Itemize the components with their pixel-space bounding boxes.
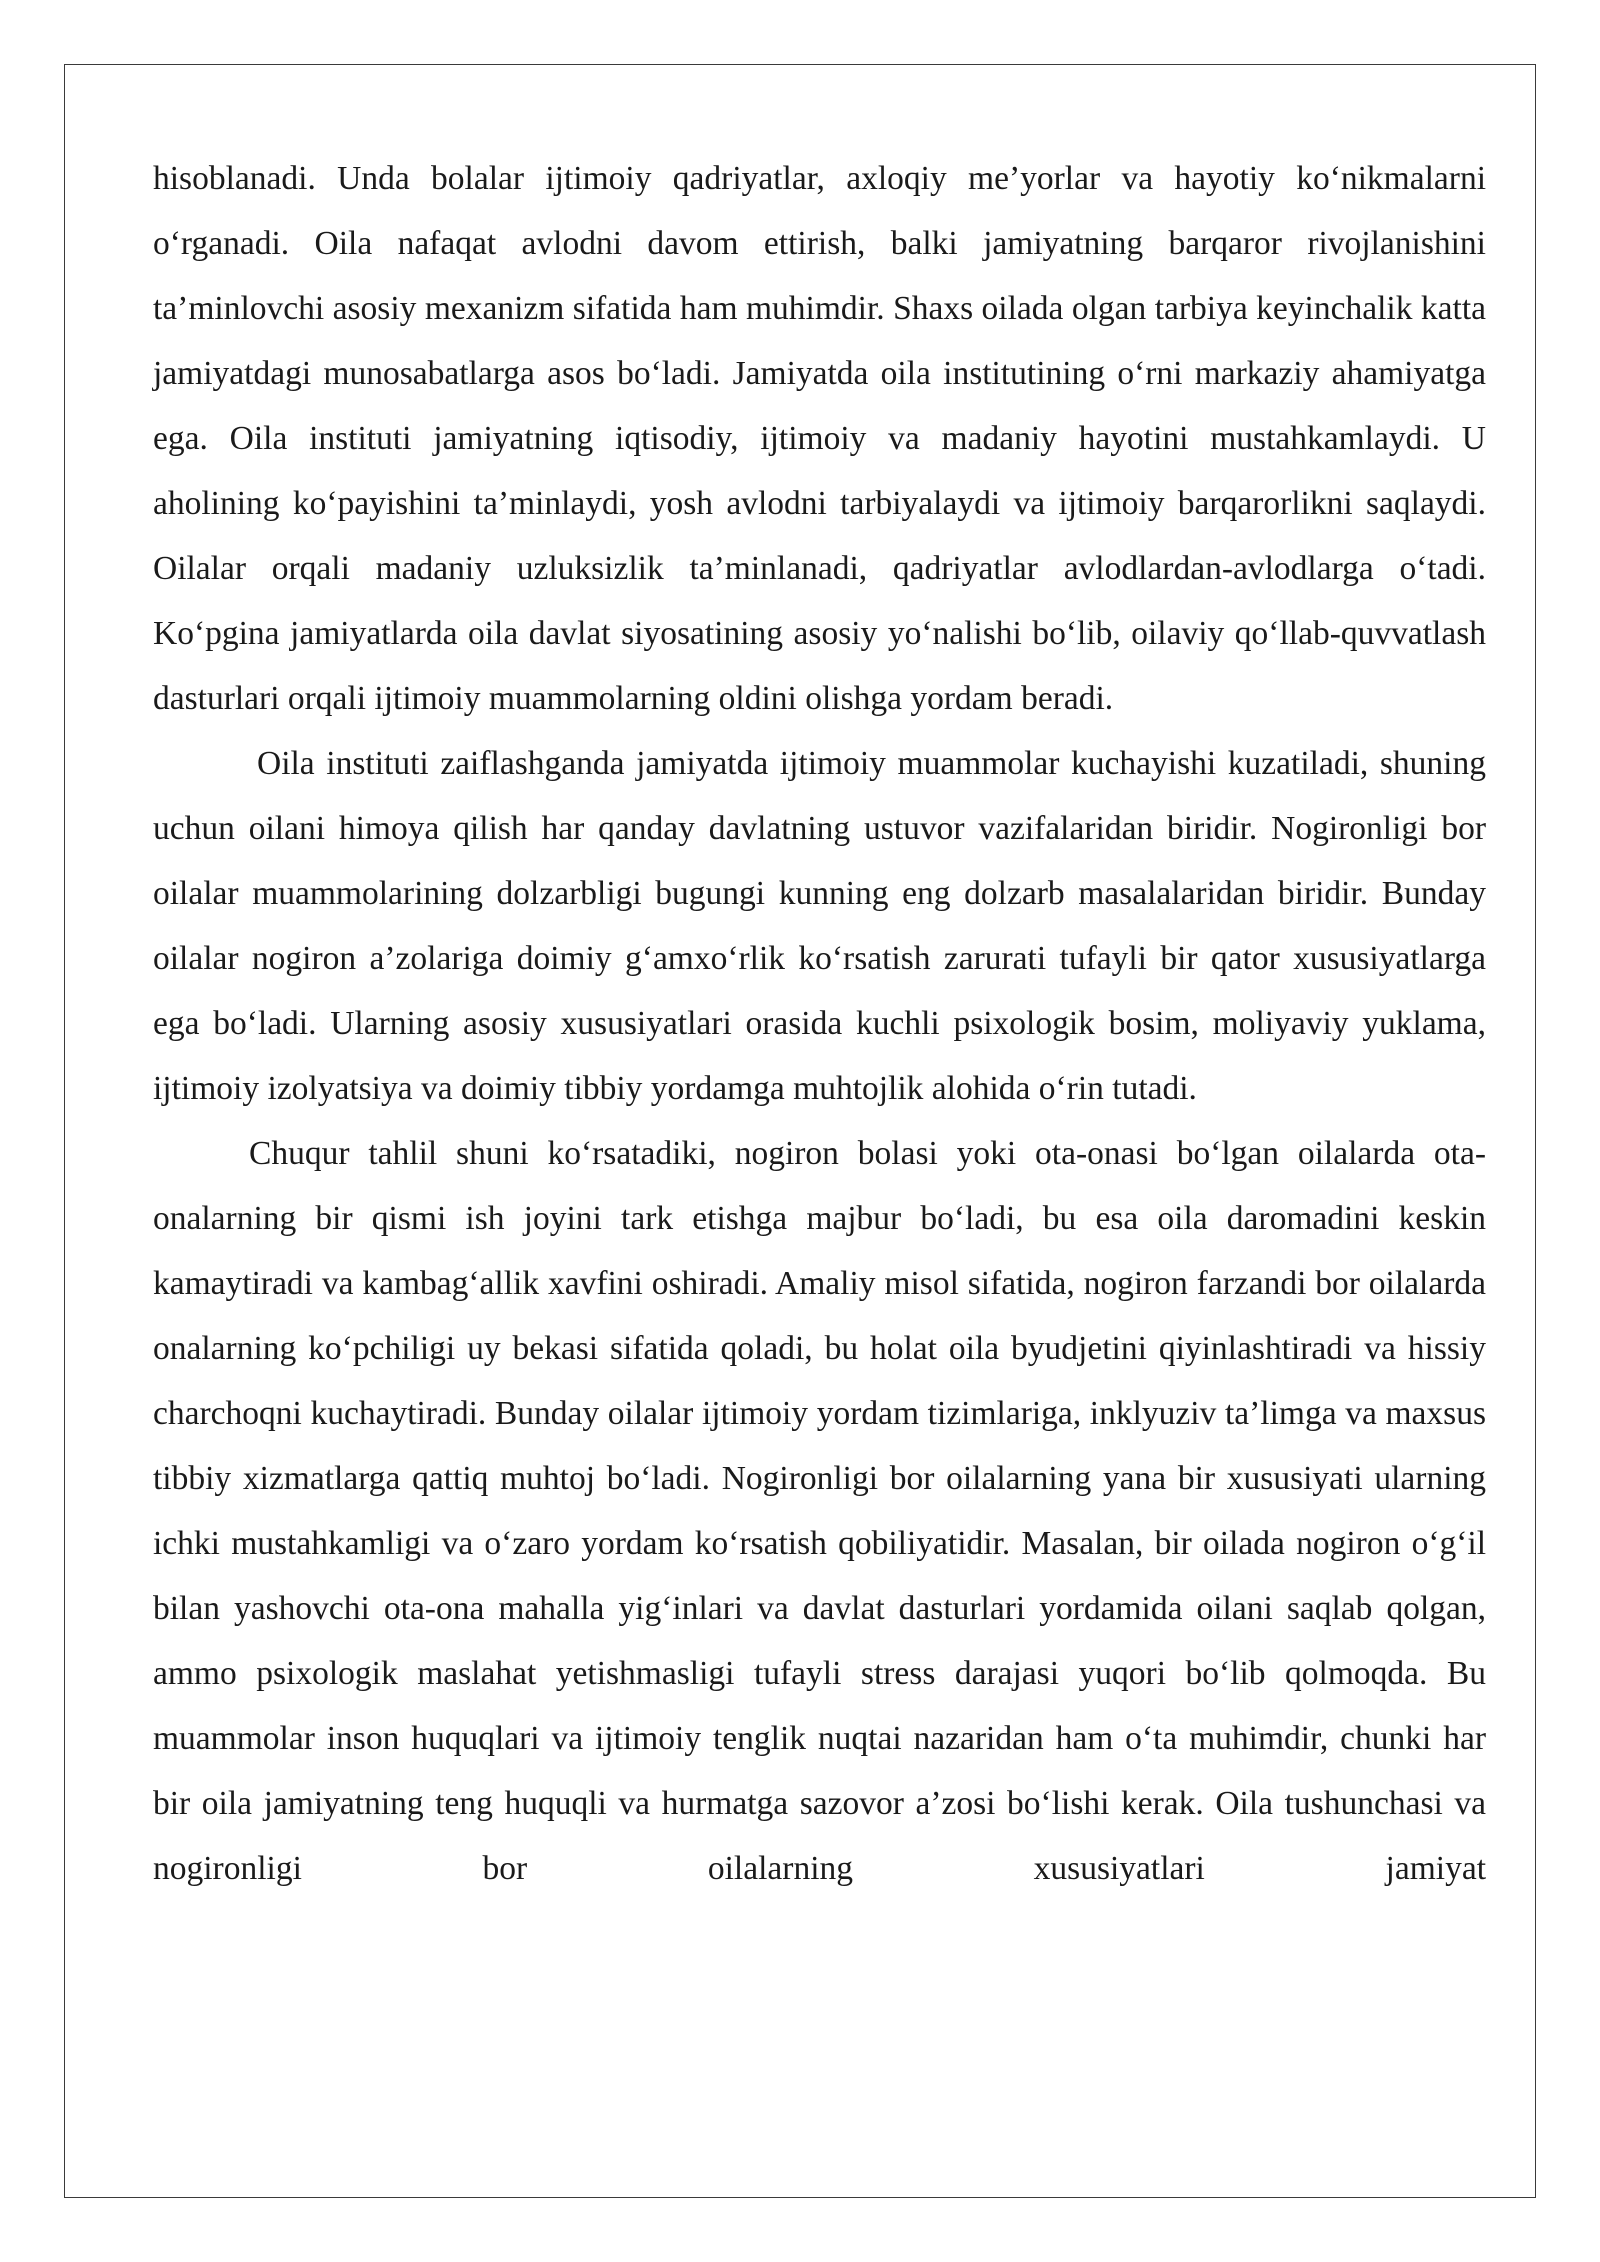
paragraph-deep-analysis: Chuqur tahlil shuni ko‘rsatadiki, nogiron bolasi yoki ota-onasi bo‘lgan oilalarda ota-onalarning bir qismi ish joyini tark etishga majbur bo‘ladi, bu esa oila daromadini keskin kamaytiradi va kambag‘allik xavfini oshiradi. Amaliy misol sifatida, nogiron farzandi bor oilalarda onalarning ko‘pchiligi uy bekasi sifatida qoladi, bu holat oila byudjetini qiyinlashtiradi va hissiy charchoqni kuchaytiradi. Bunday oilalar ijtimoiy yordam tizimlariga, inklyuziv ta’limga va maxsus tibbiy xizmatlarga qattiq muhtoj bo‘ladi. Nogironligi bor oilalarning yana bir xususiyati ularning ichki mustahkamligi va o‘zaro yordam ko‘rsatish qobiliyatidir. Masalan, bir oilada nogiron o‘g‘il bilan yashovchi ota-ona mahalla yig‘inlari va davlat dasturlari yordamida oilani saqlab qolgan, ammo psixologik maslahat yetishmasligi tufayli stress darajasi yuqori bo‘lib qolmoqda. Bu muammolar inson huquqlari va ijtimoiy tenglik nuqtai nazaridan ham o‘ta muhimdir, chunki har bir oila jamiyatning teng huquqli va hurmatga sazovor a’zosi bo‘lishi kerak. Oila tushunchasi va nogironligi bor oilalarning xususiyatlari jamiyat [153, 1135, 1486, 1887]
paragraph-weak-institution: Oila instituti zaiflashganda jamiyatda ijtimoiy muammolar kuchayishi kuzatiladi, shuning uchun oilani himoya qilish har qanday davlatning ustuvor vazifalaridan biridir. Nogironligi bor oilalar muammolarining dolzarbligi bugungi kunning eng dolzarb masalalaridan biridir. Bunday oilalar nogiron a’zolariga doimiy g‘amxo‘rlik ko‘rsatish zarurati tufayli bir qator xususiyatlarga ega bo‘ladi. Ularning asosiy xususiyatlari orasida kuchli psixologik bosim, moliyaviy yuklama, ijtimoiy izolyatsiya va doimiy tibbiy yordamga muhtojlik alohida o‘rin tutadi. [153, 745, 1486, 1107]
document-body [153, 146, 1486, 1901]
paragraph-family-role: hisoblanadi. Unda bolalar ijtimoiy qadriyatlar, axloqiy me’yorlar va hayotiy ko‘nikmalarni o‘rganadi. Oila nafaqat avlodni davom ettirish, balki jamiyatning barqaror rivojlanishini ta’minlovchi asosiy mexanizm sifatida ham muhimdir. Shaxs oilada olgan tarbiya keyinchalik katta jamiyatdagi munosabatlarga asos bo‘ladi. Jamiyatda oila institutining o‘rni markaziy ahamiyatga ega. Oila instituti jamiyatning iqtisodiy, ijtimoiy va madaniy hayotini mustahkamlaydi. U aholining ko‘payishini ta’minlaydi, yosh avlodni tarbiyalaydi va ijtimoiy barqarorlikni saqlaydi. Oilalar orqali madaniy uzluksizlik ta’minlanadi, qadriyatlar avlodlardan-avlodlarga o‘tadi. Ko‘pgina jamiyatlarda oila davlat siyosatining asosiy yo‘nalishi bo‘lib, oilaviy qo‘llab-quvvatlash dasturlari orqali ijtimoiy muammolarning oldini olishga yordam beradi. [153, 160, 1486, 717]
